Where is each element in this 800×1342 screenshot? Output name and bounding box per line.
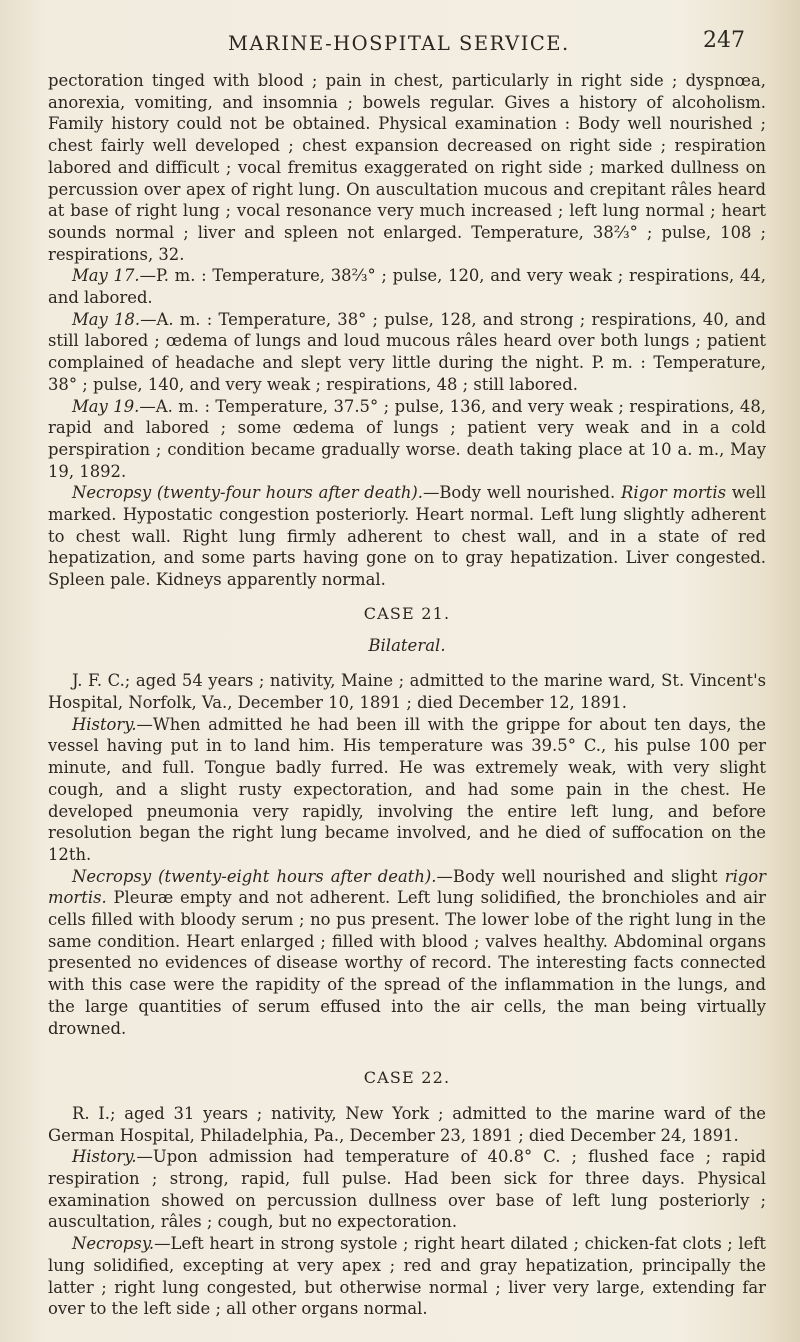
necropsy-text-a: —Body well nourished and slight bbox=[436, 866, 725, 886]
case-22-necropsy bbox=[48, 1233, 766, 1320]
case-22-history bbox=[48, 1146, 766, 1233]
running-head: MARINE-HOSPITAL SERVICE. bbox=[228, 32, 570, 55]
history-lead: History. bbox=[72, 714, 137, 734]
date-may-19: May 19. bbox=[72, 396, 140, 416]
history-lead: History. bbox=[72, 1147, 137, 1167]
body-text bbox=[48, 70, 766, 1320]
paragraph-necropsy-case-20 bbox=[48, 482, 766, 591]
page-header bbox=[0, 18, 800, 55]
case-22-intro: R. I.; aged 31 years ; nativity, New York ; admitted to the marine ward of the German Hospital, Philadelphia, Pa., December 23, 1891 ; died December 24, 1891. bbox=[48, 1103, 766, 1145]
case-22-heading: CASE 22. bbox=[363, 1068, 451, 1088]
may-18-text: —A. m. : Temperature, 38° ; pulse, 128, and strong ; respirations, 40, and still labored ; œdema of lungs and loud mucous râles heard over both lungs ; patient complained of headache and slept very little during the night. P. m. : Temperature, 38° ; pulse, 140, and very weak ; respirations, 48 ; still labored. bbox=[48, 309, 767, 394]
necropsy-lead: Necropsy (twenty-four hours after death). bbox=[72, 483, 423, 503]
case-21-necropsy bbox=[48, 866, 766, 1040]
necropsy-text-b: well marked. Hypostatic congestion posteriorly. Heart normal. Left lung slightly adherent to chest wall. Right lung firmly adherent to chest wall, and in a state of red hepatization, and some parts having gone on to gray hepatization. Liver congested. Spleen pale. Kidneys apparently normal. bbox=[48, 483, 766, 590]
may-17-text: —P. m. : Temperature, 38⅔° ; pulse, 120, and very weak ; respirations, 44, and labored. bbox=[48, 266, 767, 308]
rigor-mortis: Rigor mortis bbox=[620, 483, 727, 503]
case-21-heading: CASE 21. bbox=[363, 603, 451, 623]
may-19-text: —A. m. : Temperature, 37.5° ; pulse, 136, and very weak ; respirations, 48, rapid and labored ; some œdema of lungs ; patient very weak and in a cold perspiration ; condition became gradually worse. death taking place at 10 a. m., May 19, 1892. bbox=[48, 396, 766, 481]
case-21-history bbox=[48, 714, 766, 866]
history-text: —When admitted he had been ill with the grippe for about ten days, the vessel having put in to land him. His temperature was 39.5° C., his pulse 100 per minute, and full. Tongue badly furred. He was extremely weak, with very slight cough, and a slight rusty expectoration, and had some pain in the chest. He developed pneumonia very rapidly, involving the entire left lung, and before resolution began the right lung became involved, and he died of suffocation on the 12th. bbox=[48, 714, 766, 864]
date-may-17: May 17. bbox=[72, 266, 140, 286]
necropsy-text: —Left heart in strong systole ; right heart dilated ; chicken-fat clots ; left lung solidified, excepting at very apex ; red and gray hepatization, principally the latter ; right lung congested, but otherwise normal ; liver very large, extending far over to the left side ; all other organs normal. bbox=[48, 1234, 766, 1319]
paragraph-may-18 bbox=[48, 309, 766, 396]
case-21-intro: J. F. C.; aged 54 years ; nativity, Maine ; admitted to the marine ward, St. Vincent's Hospital, Norfolk, Va., December 10, 1891 ; died December 12, 1891. bbox=[48, 671, 766, 712]
paragraph-may-19 bbox=[48, 396, 766, 483]
page-number: 247 bbox=[703, 28, 745, 53]
necropsy-text-b: Pleuræ empty and not adherent. Left lung solidified, the bronchioles and air cells filled with bloody serum ; no pus present. The lower lobe of the right lung in the same condition. Heart enlarged ; filled with blood ; valves healthy. Abdominal organs presented no evidences of disease worthy of record. The interesting facts connected with this case were the rapidity of the spread of the inflammation in the lungs, and the large quantities of serum effused into the air cells, the man being virtually drowned. bbox=[48, 888, 766, 1038]
case-21-subheading: Bilateral. bbox=[368, 635, 446, 655]
rigor-mortis: rigor mortis. bbox=[48, 866, 767, 908]
paragraph-may-17 bbox=[48, 265, 766, 308]
necropsy-text-a: —Body well nourished. bbox=[423, 483, 621, 503]
necropsy-lead: Necropsy (twenty-eight hours after death). bbox=[72, 866, 437, 886]
history-text: —Upon admission had temperature of 40.8° C. ; flushed face ; rapid respiration ; strong, rapid, full pulse. Had been sick for three days. Physical examination showed on percussion dullness over base of left lung posteriorly ; auscultation, râles ; cough, but no expectoration. bbox=[48, 1147, 766, 1232]
paragraph-continuation: pectoration tinged with blood ; pain in chest, particularly in right side ; dyspnœa, anorexia, vomiting, and insomnia ; bowels regular. Gives a history of alcoholism. Family history could not be obtained. Physical examination : Body well nourished ; chest fairly well developed ; chest expansion decreased on right side ; respiration labored and difficult ; vocal fremitus exaggerated on right side ; marked dullness on percussion over apex of right lung. On auscultation mucous and crepitant râles heard at base of right lung ; vocal resonance very much increased ; left lung normal ; heart sounds normal ; liver and spleen not enlarged. Temperature, 38⅔° ; pulse, 108 ; respirations, 32. bbox=[48, 71, 766, 264]
necropsy-lead: Necropsy. bbox=[72, 1234, 155, 1254]
date-may-18: May 18. bbox=[72, 309, 141, 329]
